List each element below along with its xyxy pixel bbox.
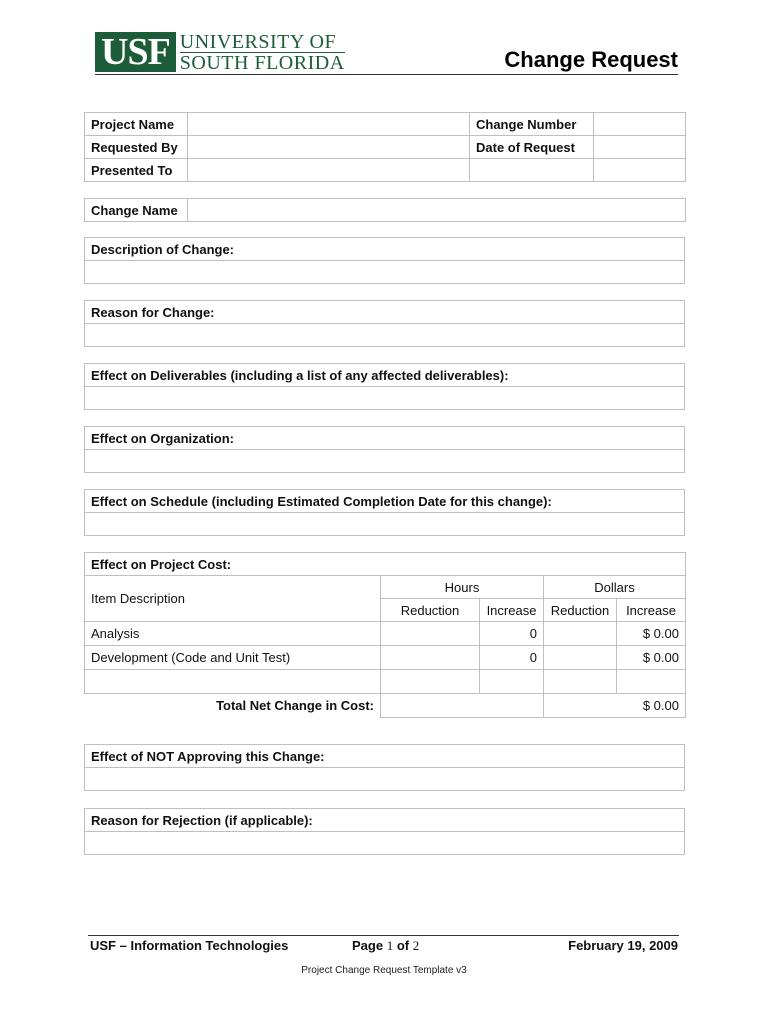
dollars-increase-cell[interactable]: $ 0.00 [617, 646, 686, 670]
total-net-change-value: $ 0.00 [544, 694, 686, 718]
page-footer [90, 938, 678, 956]
presented-to-label: Presented To [85, 159, 188, 182]
schedule-field[interactable] [85, 513, 685, 536]
reason-label: Reason for Change: [85, 301, 685, 324]
description-field[interactable] [85, 261, 685, 284]
request-info-table [84, 112, 686, 182]
schedule-label: Effect on Schedule (including Estimated Completion Date for this change): [85, 490, 685, 513]
empty-cell[interactable] [594, 159, 686, 182]
table-row [85, 622, 686, 646]
not-approving-label: Effect of NOT Approving this Change: [85, 745, 685, 768]
table-row [85, 809, 685, 832]
rejection-section [84, 808, 685, 855]
item-description-header: Item Description [85, 576, 381, 622]
page-word: Page [352, 938, 384, 953]
table-row [85, 427, 685, 450]
not-approving-field[interactable] [85, 768, 685, 791]
not-approving-section [84, 744, 685, 791]
table-row [85, 694, 686, 718]
dollars-header: Dollars [544, 576, 686, 599]
page-of: of [396, 938, 410, 953]
empty-cell[interactable] [470, 159, 594, 182]
hours-increase-cell[interactable] [480, 670, 544, 694]
footer-department: USF – Information Technologies [90, 938, 289, 953]
table-row [85, 745, 685, 768]
table-row [85, 238, 685, 261]
description-label: Description of Change: [85, 238, 685, 261]
hours-increase-header: Increase [480, 599, 544, 622]
usf-logo [95, 32, 345, 72]
footer-divider [88, 935, 679, 936]
change-number-label: Change Number [470, 113, 594, 136]
project-cost-table [84, 552, 686, 718]
date-of-request-label: Date of Request [470, 136, 594, 159]
page-header [95, 30, 678, 76]
total-net-change-label: Total Net Change in Cost: [85, 694, 381, 718]
project-name-label: Project Name [85, 113, 188, 136]
requested-by-field[interactable] [188, 136, 470, 159]
schedule-section [84, 489, 685, 536]
template-version-note: Project Change Request Template v3 [301, 965, 467, 976]
page-total: 2 [412, 938, 420, 953]
dollars-increase-cell[interactable] [617, 670, 686, 694]
change-name-field[interactable] [188, 199, 686, 222]
usf-logo-text [180, 32, 345, 73]
reason-section [84, 300, 685, 347]
page-number [352, 938, 419, 954]
dollars-reduction-cell[interactable] [544, 670, 617, 694]
table-row [85, 159, 686, 182]
hours-increase-cell[interactable]: 0 [480, 646, 544, 670]
footer-date: February 19, 2009 [568, 938, 678, 953]
change-name-table [84, 198, 686, 222]
table-row [85, 113, 686, 136]
cost-item-description[interactable] [85, 670, 381, 694]
table-row [85, 768, 685, 791]
hours-reduction-cell[interactable] [381, 646, 480, 670]
hours-reduction-cell[interactable] [381, 622, 480, 646]
hours-header: Hours [381, 576, 544, 599]
header-divider [95, 74, 678, 75]
table-row [85, 553, 686, 576]
logo-line-1: UNIVERSITY OF [180, 32, 345, 53]
table-row [85, 324, 685, 347]
hours-increase-cell[interactable]: 0 [480, 622, 544, 646]
presented-to-field[interactable] [188, 159, 470, 182]
table-row [85, 490, 685, 513]
total-hours-cell[interactable] [381, 694, 544, 718]
description-section [84, 237, 685, 284]
dollars-reduction-cell[interactable] [544, 622, 617, 646]
hours-reduction-header: Reduction [381, 599, 480, 622]
table-row [85, 364, 685, 387]
organization-section [84, 426, 685, 473]
table-row [85, 301, 685, 324]
table-row [85, 199, 686, 222]
table-row [85, 832, 685, 855]
change-number-field[interactable] [594, 113, 686, 136]
table-row [85, 261, 685, 284]
organization-label: Effect on Organization: [85, 427, 685, 450]
deliverables-field[interactable] [85, 387, 685, 410]
table-row [85, 646, 686, 670]
hours-reduction-cell[interactable] [381, 670, 480, 694]
rejection-label: Reason for Rejection (if applicable): [85, 809, 685, 832]
deliverables-section [84, 363, 685, 410]
dollars-increase-cell[interactable]: $ 0.00 [617, 622, 686, 646]
document-title: Change Request [504, 47, 678, 72]
cost-item-description: Analysis [85, 622, 381, 646]
project-cost-label: Effect on Project Cost: [85, 553, 686, 576]
cost-item-description: Development (Code and Unit Test) [85, 646, 381, 670]
usf-logo-mark: USF [95, 32, 176, 72]
change-name-label: Change Name [85, 199, 188, 222]
organization-field[interactable] [85, 450, 685, 473]
table-row [85, 450, 685, 473]
logo-line-2: SOUTH FLORIDA [179, 51, 345, 74]
table-row [85, 136, 686, 159]
table-row [85, 576, 686, 599]
dollars-reduction-header: Reduction [544, 599, 617, 622]
reason-field[interactable] [85, 324, 685, 347]
table-row [85, 387, 685, 410]
requested-by-label: Requested By [85, 136, 188, 159]
table-row [85, 670, 686, 694]
dollars-reduction-cell[interactable] [544, 646, 617, 670]
project-name-field[interactable] [188, 113, 470, 136]
page-current: 1 [386, 938, 394, 953]
date-of-request-field[interactable] [594, 136, 686, 159]
rejection-field[interactable] [85, 832, 685, 855]
deliverables-label: Effect on Deliverables (including a list of any affected deliverables): [85, 364, 685, 387]
dollars-increase-header: Increase [617, 599, 686, 622]
table-row [85, 513, 685, 536]
